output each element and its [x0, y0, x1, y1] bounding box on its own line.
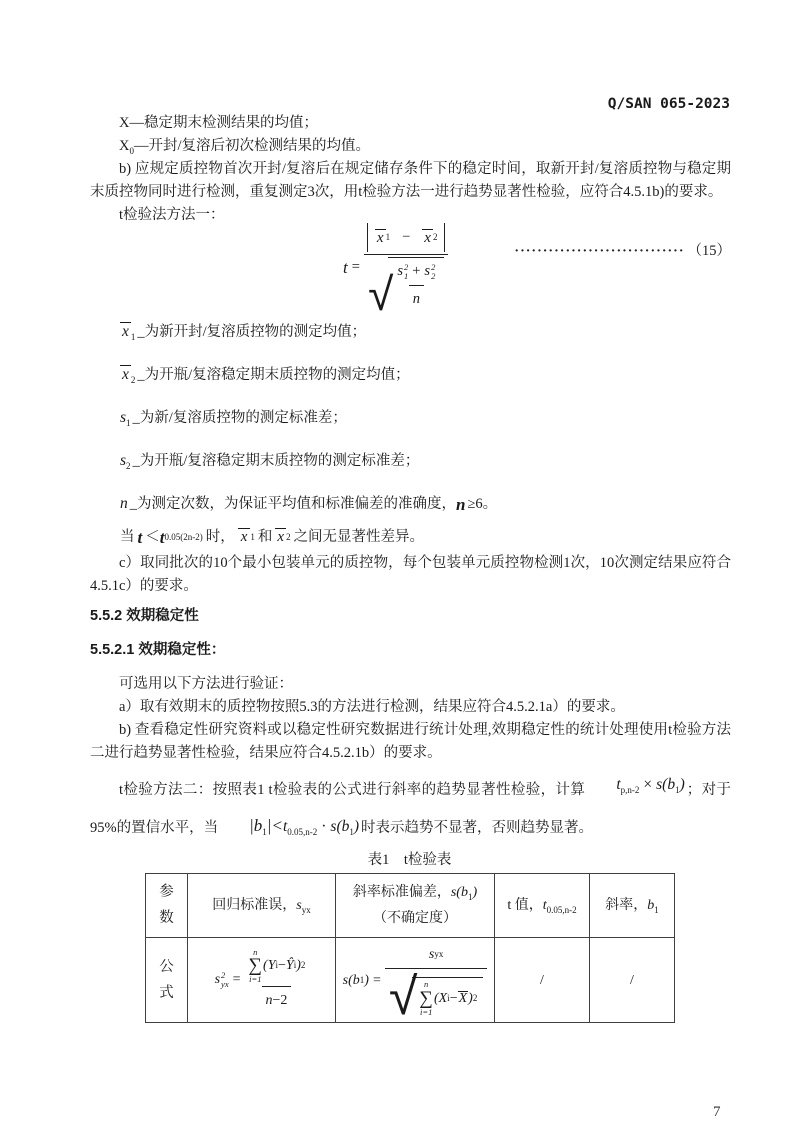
- inline-formula-b1: $|b_1|<t_{0.05,n-2} \cdot s(b_1)$: [249, 816, 360, 837]
- definition-s2: $s_2$ _为开瓶/复溶稳定期末质控物的测定标准差；: [120, 452, 420, 471]
- page-content: [90, 112, 731, 1027]
- verify-intro: 可选用以下方法进行验证：: [119, 676, 293, 692]
- header-t-value-cell: t 值，$t_{0.05,n-2}$: [495, 874, 590, 938]
- t-method2-paragraph: t检验方法二：按照表1 t检验表的公式进行斜率的趋势显著性检验，计算 $t_{p,n-2} \times s(b_1)$ ；对于95%的置信水平，当 $|b_1|<t_{0.05,n-2} \cdot s(b_1)$ 时表示趋势不显著，否则趋势显著。: [90, 767, 731, 846]
- equation-number: （15）: [687, 242, 731, 259]
- inline-formula-tpn2: $t_{p,n-2} \times s(b_1)$: [616, 776, 685, 795]
- dot-leader: ······························: [514, 243, 685, 259]
- header-slope-sd-cell: 斜率标准偏差，$s(b_1)$ （不确定度）: [336, 874, 495, 938]
- definition-x2: x $_2$ _为开瓶/复溶稳定期末质控物的测定均值；: [122, 365, 410, 385]
- radical-sign: √: [388, 967, 418, 1027]
- slope-slash-cell: /: [590, 938, 675, 1023]
- definition-x0-mean: $X_0—$开封/复溶后初次检测结果的均值。: [119, 138, 371, 156]
- x2-bar: x: [277, 529, 285, 546]
- eq15-numerator: x 1 − x 2: [367, 223, 446, 252]
- t-method1-label: t检验法方法一：: [119, 207, 225, 223]
- summation: n ∑ i=1: [248, 946, 263, 985]
- sb1-formula-cell: s(b 1 ) = s yx √ n ∑ i=1 (X i − X ) 2: [336, 938, 495, 1023]
- header-regression-se-cell: 回归标准误，$s_{yx}$: [188, 874, 336, 938]
- syx-formula-cell: s 2 yx = n ∑ i=1 (Y i − Ŷ i ) 2 n −2: [188, 938, 336, 1023]
- definition-x-mean: X—稳定期末检测结果的均值；: [119, 115, 318, 131]
- eq15-t-symbol: t: [343, 257, 348, 277]
- eq15-fraction: [364, 223, 449, 321]
- equation-leader: [514, 240, 731, 263]
- header-slope-cell: 斜率，$b_1$: [590, 874, 675, 938]
- formula-row-label-cell: 公式: [146, 938, 188, 1023]
- radical-sign: √: [368, 267, 394, 321]
- definition-x1: x $_1$ _为新开封/复溶质控物的测定均值；: [122, 322, 367, 342]
- definition-n: n _为测定次数，为保证平均值和标准偏差的准确度， n ≥6。: [120, 494, 498, 514]
- t-condition-line: 当 t ＜ t 0.05(2n-2) 时， x 1 和 x 2 之间无显著性差异。: [120, 527, 425, 547]
- item-b-paragraph: b) 应规定质控物首次开封/复溶后在规定储存条件下的稳定时间，取新开封/复溶质控物与稳定期末质控物同时进行检测，重复测定3次，用t检验方法一进行趋势显著性检验，应符合4.5.1b)的要求。: [90, 161, 731, 200]
- summation: n ∑ i=1: [419, 979, 433, 1017]
- table-header-row: [146, 874, 675, 938]
- t-value-slash-cell: /: [495, 938, 590, 1023]
- x2-bar: x: [122, 365, 129, 383]
- x-bar: X: [458, 990, 468, 1006]
- x2-bar: x: [424, 229, 431, 246]
- section-5521-heading: 5.5.2.1 效期稳定性：: [90, 642, 226, 658]
- doc-number: Q/SAN 065-2023: [607, 96, 730, 112]
- x1-bar: x: [122, 322, 129, 340]
- uncertainty-note: （不确定度）: [373, 910, 457, 926]
- definition-s1: $s_1$ _为新/复溶质控物的测定标准差；: [120, 409, 347, 428]
- x1-bar: x: [376, 229, 384, 246]
- eq15-denominator: √ s 2 1 + s 2 2 n: [364, 254, 448, 311]
- verify-item-b: b) 查看稳定性研究资料或以稳定性研究数据进行统计处理,效期稳定性的统计处理使用t检验方法二进行趋势显著性检验，结果应符合4.5.2.1b）的要求。: [90, 722, 731, 761]
- t-test-table: [145, 873, 675, 1027]
- table-caption: 表1 t检验表: [367, 852, 452, 868]
- section-552-heading: 5.5.2 效期稳定性: [90, 608, 199, 624]
- item-c-paragraph: c）取同批次的10个最小包装单元的质控物，每个包装单元质控物检测1次，10次测定结果应符合4.5.1c）的要求。: [90, 555, 731, 594]
- equation-15: [90, 223, 731, 321]
- verify-item-a: a）取有效期末的质控物按照5.3的方法进行检测，结果应符合4.5.2.1a）的要求。: [119, 699, 625, 715]
- equation-15-math: t = x 1 − x 2 √ s 2 1 + s 2 2 n: [343, 223, 448, 311]
- table-formula-row: [146, 938, 675, 1023]
- page-number: 7: [713, 1104, 721, 1120]
- x1-bar: x: [238, 528, 251, 546]
- header-parameter-cell: 参数: [146, 874, 188, 938]
